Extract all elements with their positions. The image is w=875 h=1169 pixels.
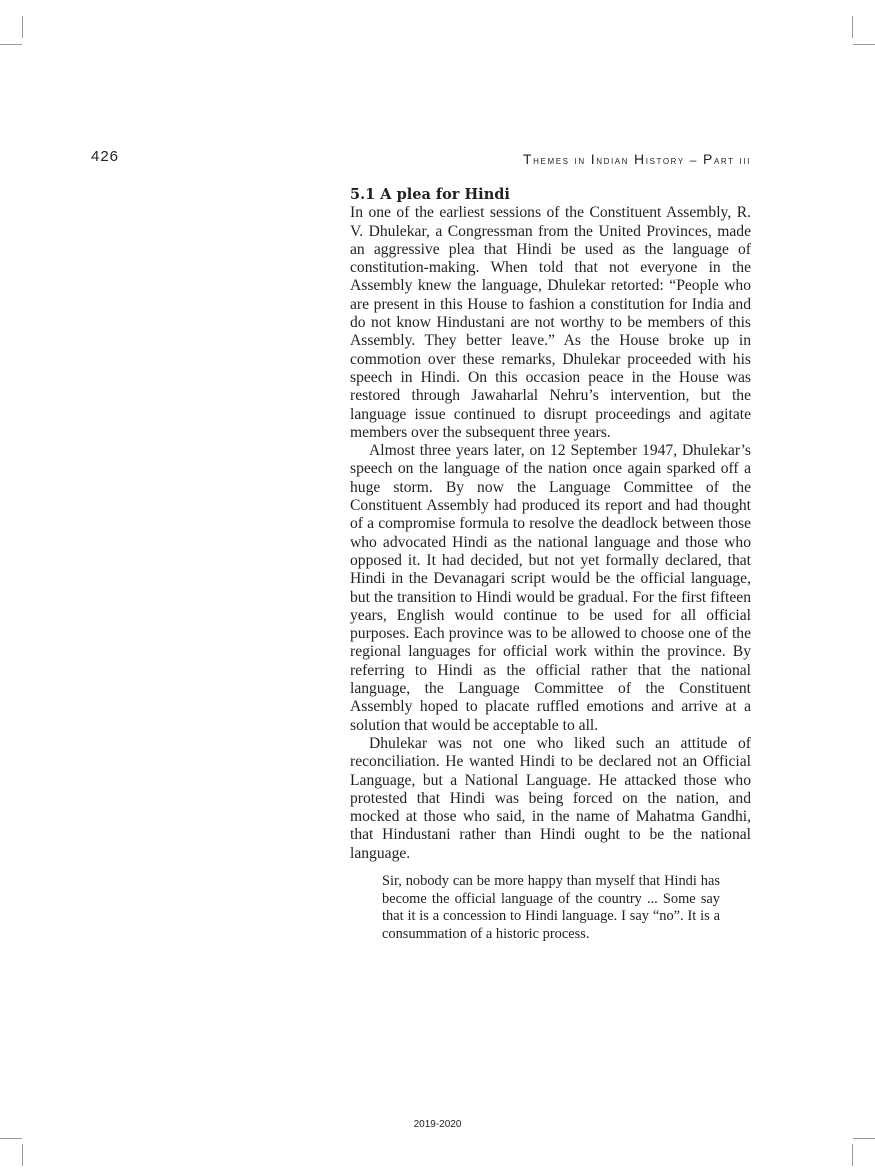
block-quote: Sir, nobody can be more happy than myself that Hindi has become the official language of the country ... Some say that it is a concession to Hindi language. I say “no”. It is a consummation of a historic process. (382, 872, 720, 942)
main-text-column (350, 186, 751, 943)
footer-year: 2019-2020 (413, 1119, 462, 1130)
crop-mark-top-right-h (853, 44, 875, 45)
section-title: 5.1 A plea for Hindi (350, 186, 510, 203)
body-paragraph-3: Dhulekar was not one who liked such an attitude of reconciliation. He wanted Hindi to be declared not an Official Language, but a National Language. He attacked those who protested that Hindi was being forced on the nation, and mocked at those who said, in the name of Mahatma Gandhi, that Hindustani rather than Hindi ought to be the national language. (350, 734, 751, 862)
running-head-word-3: History – (634, 151, 703, 167)
crop-mark-top-left-v (22, 16, 23, 38)
running-head (523, 151, 751, 167)
crop-mark-top-left-h (0, 44, 22, 45)
running-head-word-2: Indian (590, 151, 635, 167)
crop-mark-bottom-right-v (852, 1144, 853, 1166)
crop-mark-bottom-right-h (853, 1138, 875, 1139)
crop-mark-bottom-left-v (22, 1144, 23, 1166)
running-head-word-1: Themes in (523, 151, 591, 167)
crop-mark-bottom-left-h (0, 1138, 22, 1139)
page-number: 426 (91, 148, 120, 165)
body-paragraph-1: In one of the earliest sessions of the Constituent Assembly, R. V. Dhulekar, a Congressman from the United Provinces, made an aggressive plea that Hindi be used as the language of constitution-making. When told that not everyone in the Assembly knew the language, Dhulekar retorted: “People who are present in this House to fashion a constitution for India and do not know Hindustani are not worthy to be members of this Assembly. They better leave.” As the House broke up in commotion over these remarks, Dhulekar proceeded with his speech in Hindi. On this occasion peace in the House was restored through Jawaharlal Nehru’s intervention, but the language issue continued to disrupt proceedings and agitate members over the subsequent three years. (350, 204, 751, 441)
crop-mark-top-right-v (852, 16, 853, 38)
running-head-word-4: Part iii (702, 151, 751, 167)
body-paragraph-2: Almost three years later, on 12 September 1947, Dhulekar’s speech on the language of the nation once again sparked off a huge storm. By now the Language Committee of the Constituent Assembly had produced its report and had thought of a compromise formula to resolve the deadlock between those who advocated Hindi as the national language and those who opposed it. It had decided, but not yet formally declared, that Hindi in the Devanagari script would be the official language, but the transition to Hindi would be gradual. For the first fifteen years, English would continue to be used for all official purposes. Each province was to be allowed to choose one of the regional languages for official work within the province. By referring to Hindi as the official rather that the national language, the Language Committee of the Constituent Assembly hoped to placate ruffled emotions and arrive at a solution that would be acceptable to all. (350, 442, 751, 734)
